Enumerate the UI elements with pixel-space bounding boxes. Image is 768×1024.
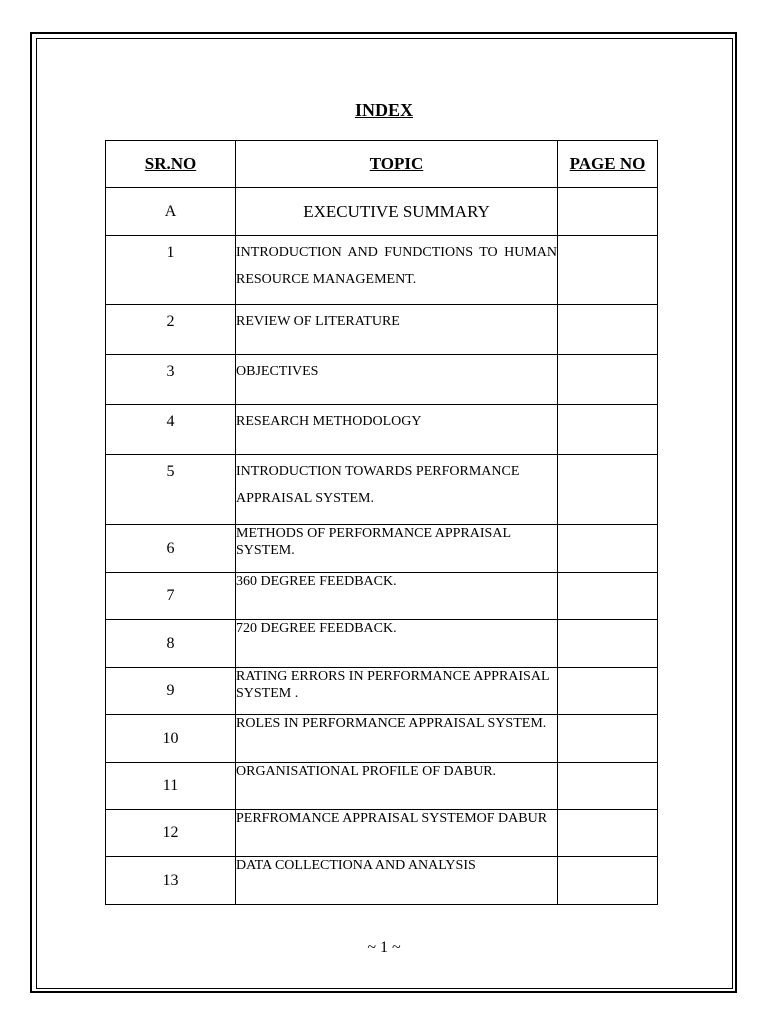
- row-page-no: [558, 573, 658, 620]
- row-topic: INTRODUCTION AND FUNDCTIONS TO HUMAN RESOURCE MANAGEMENT.: [236, 236, 558, 305]
- row-page-no: [558, 405, 658, 455]
- row-sr-no: 9: [106, 668, 236, 715]
- row-sr-no: 6: [106, 525, 236, 573]
- row-page-no: [558, 305, 658, 355]
- row-sr-no: 13: [106, 857, 236, 905]
- row-topic: METHODS OF PERFORMANCE APPRAISAL SYSTEM.: [236, 525, 558, 573]
- table-row: [106, 188, 658, 236]
- row-topic: PERFROMANCE APPRAISAL SYSTEMOF DABUR: [236, 810, 558, 857]
- row-topic: INTRODUCTION TOWARDS PERFORMANCE APPRAISAL SYSTEM.: [236, 455, 558, 525]
- row-topic: OBJECTIVES: [236, 355, 558, 405]
- row-topic: DATA COLLECTIONA AND ANALYSIS: [236, 857, 558, 905]
- header-sr-no: SR.NO: [106, 141, 236, 188]
- row-page-no: [558, 455, 658, 525]
- row-topic: REVIEW OF LITERATURE: [236, 305, 558, 355]
- table-row: [106, 763, 658, 810]
- table-header-row: [106, 141, 658, 188]
- row-page-no: [558, 810, 658, 857]
- row-sr-no: 2: [106, 305, 236, 355]
- row-page-no: [558, 620, 658, 668]
- row-topic: 360 DEGREE FEEDBACK.: [236, 573, 558, 620]
- row-page-no: [558, 715, 658, 763]
- row-page-no: [558, 763, 658, 810]
- table-row: [106, 525, 658, 573]
- row-sr-no: 3: [106, 355, 236, 405]
- row-sr-no: 11: [106, 763, 236, 810]
- table-row: [106, 810, 658, 857]
- row-sr-no: 12: [106, 810, 236, 857]
- page-title: INDEX: [354, 100, 413, 120]
- row-page-no: [558, 355, 658, 405]
- page-number-footer: ~ 1 ~: [367, 939, 401, 956]
- row-topic: ORGANISATIONAL PROFILE OF DABUR.: [236, 763, 558, 810]
- row-page-no: [558, 188, 658, 236]
- row-topic: 720 DEGREE FEEDBACK.: [236, 620, 558, 668]
- row-topic: RESEARCH METHODOLOGY: [236, 405, 558, 455]
- table-row: [106, 620, 658, 668]
- table-row: [106, 715, 658, 763]
- table-row: [106, 305, 658, 355]
- table-row: [106, 236, 658, 305]
- table-row: [106, 668, 658, 715]
- row-sr-no: 4: [106, 405, 236, 455]
- table-row: [106, 857, 658, 905]
- row-page-no: [558, 668, 658, 715]
- row-sr-no: 10: [106, 715, 236, 763]
- row-topic: EXECUTIVE SUMMARY: [236, 188, 558, 236]
- row-topic: ROLES IN PERFORMANCE APPRAISAL SYSTEM.: [236, 715, 558, 763]
- table-row: [106, 355, 658, 405]
- table-row: [106, 573, 658, 620]
- table-row: [106, 405, 658, 455]
- row-page-no: [558, 857, 658, 905]
- row-page-no: [558, 525, 658, 573]
- row-page-no: [558, 236, 658, 305]
- row-sr-no: 7: [106, 573, 236, 620]
- row-topic: RATING ERRORS IN PERFORMANCE APPRAISAL SYSTEM .: [236, 668, 558, 715]
- index-table: [105, 140, 658, 905]
- header-topic: TOPIC: [236, 141, 558, 188]
- row-sr-no: 8: [106, 620, 236, 668]
- row-sr-no: A: [106, 188, 236, 236]
- table-row: [106, 455, 658, 525]
- row-sr-no: 1: [106, 236, 236, 305]
- row-sr-no: 5: [106, 455, 236, 525]
- header-page-no: PAGE NO: [558, 141, 658, 188]
